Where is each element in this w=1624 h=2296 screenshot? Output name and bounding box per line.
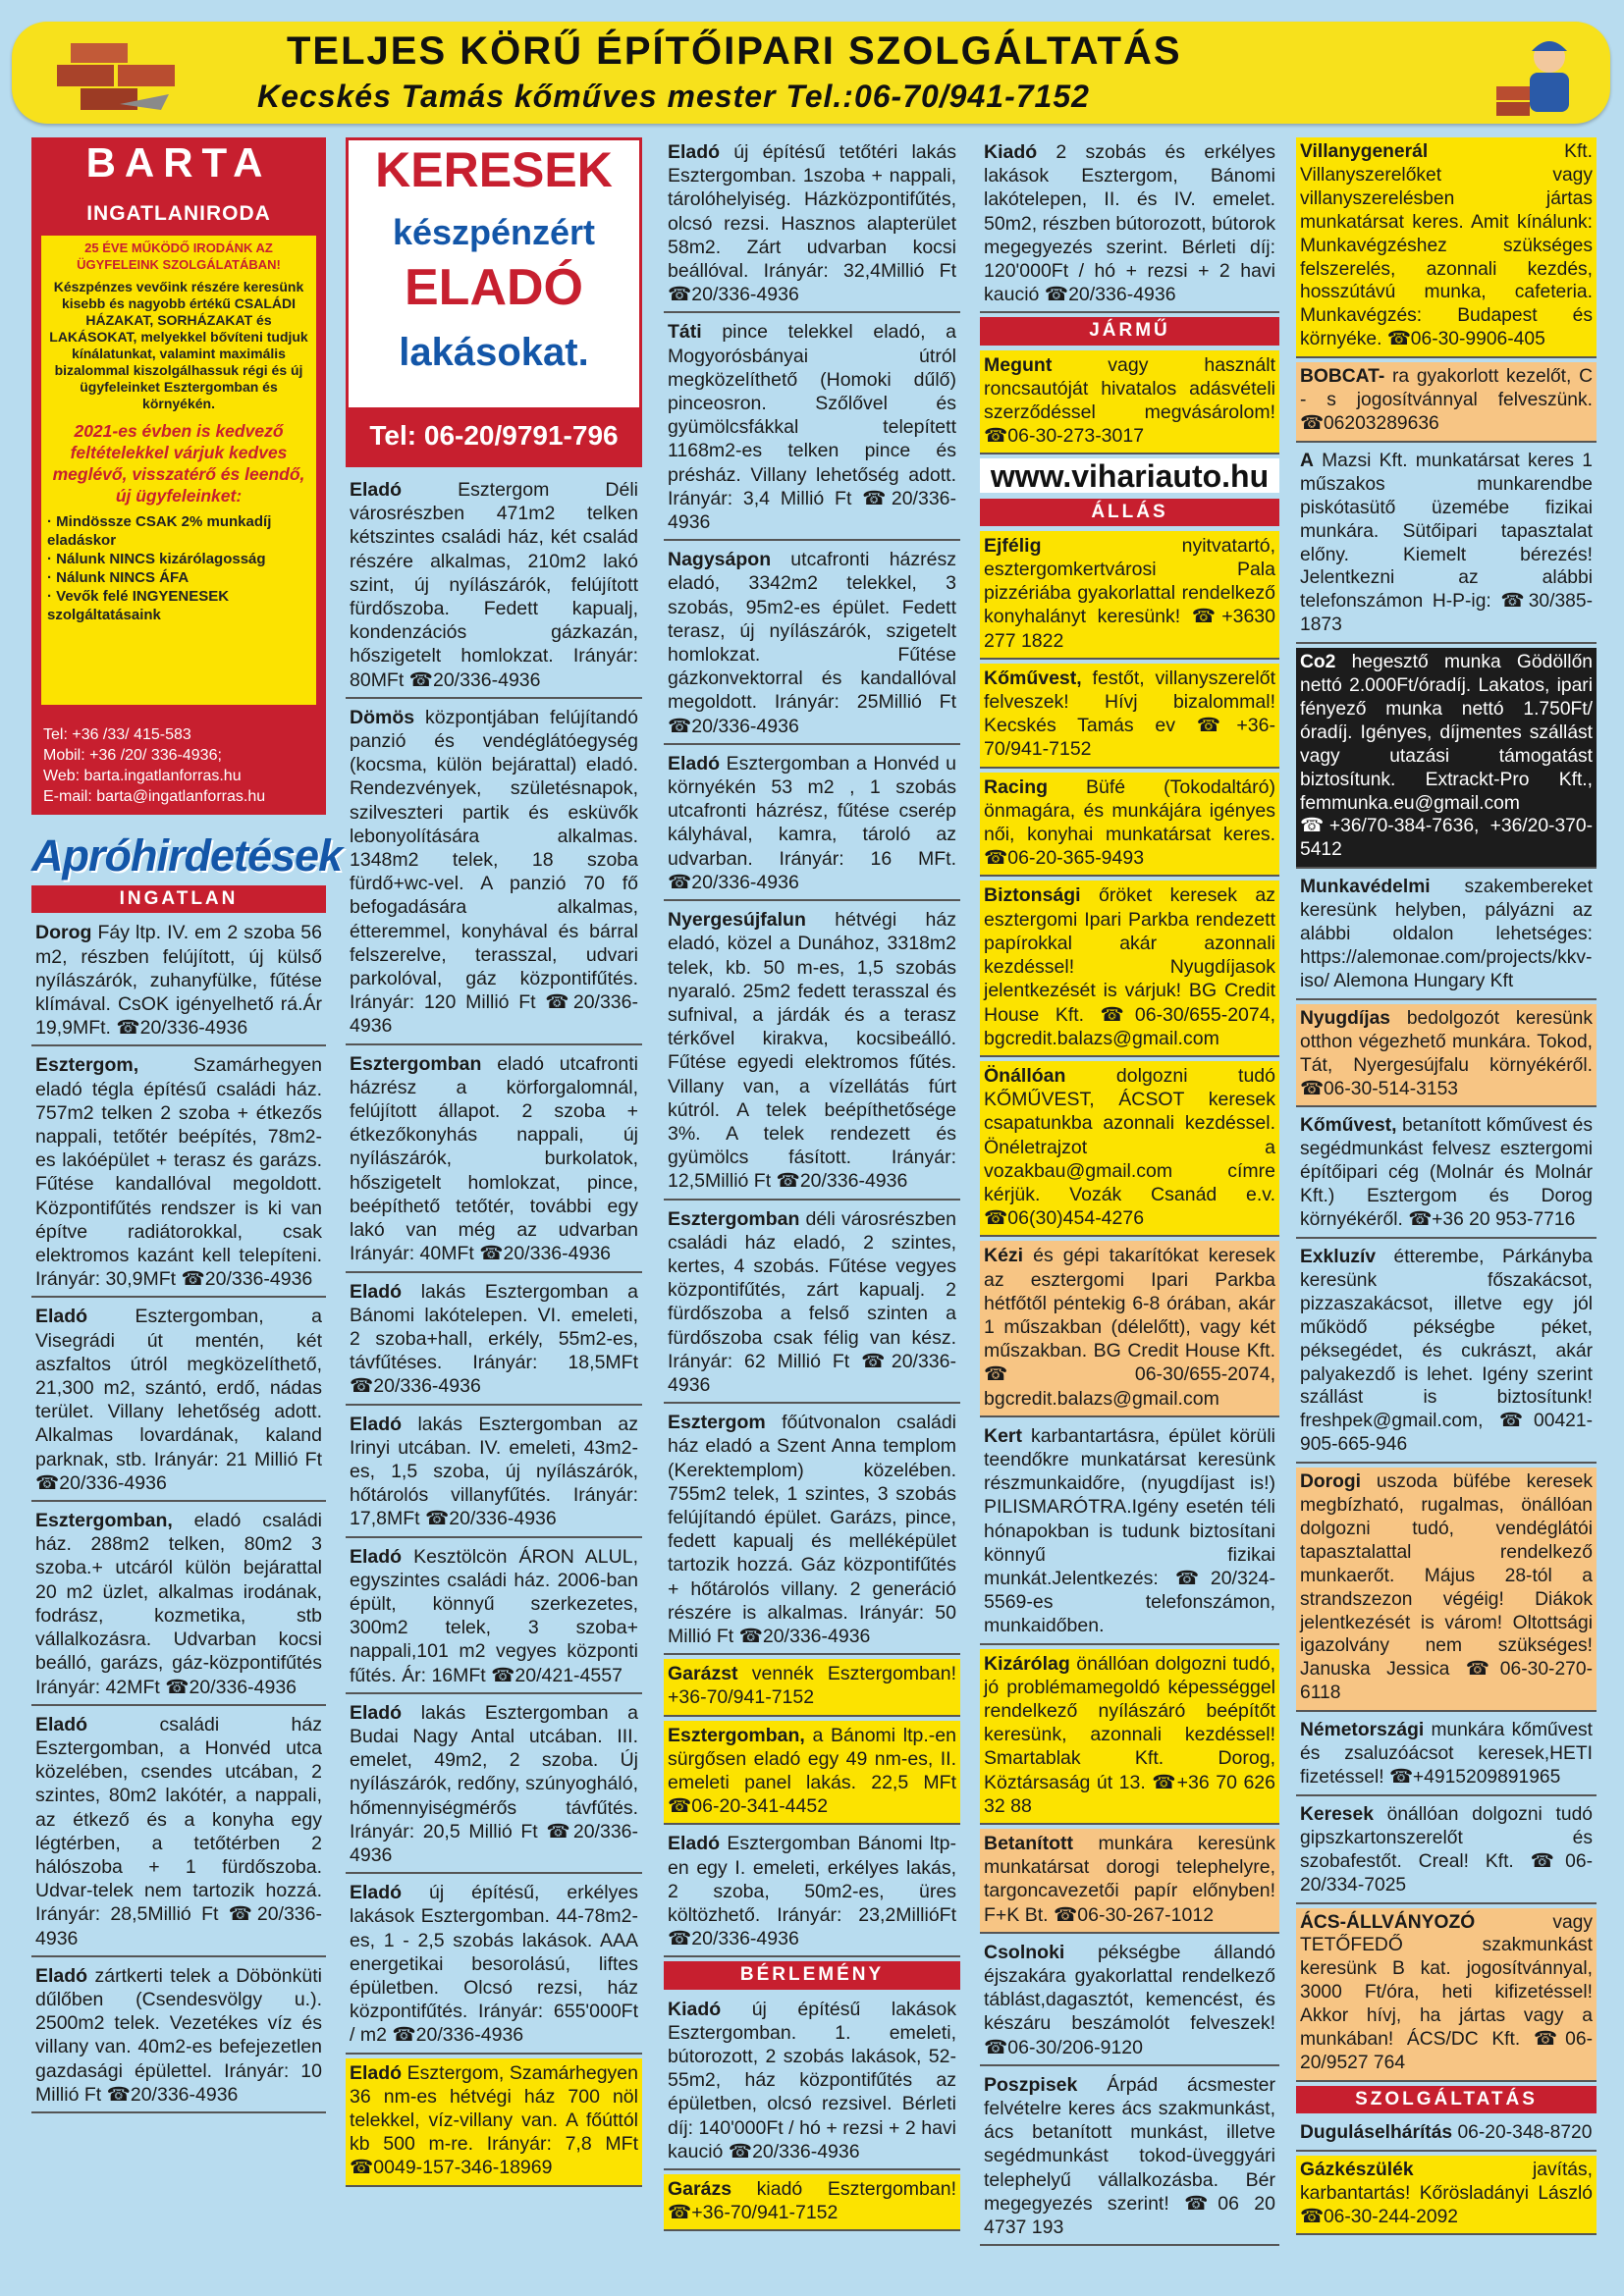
barta-logo: BARTA <box>85 139 272 186</box>
ad-keyword: Eladó <box>668 752 721 774</box>
ad-keyword: Dorog <box>35 922 92 944</box>
ad-text: étterembe, Párkányba keresünk főszakácsot, pizzaszakácsot, illetve egy jól működő pékségbe péket, péksegédet, és cukrászt, akár palyakezdő is lehet. Igény szerint szállást is biztosítunk! freshpek@gmail.com, ☎00421-905-665-946 <box>1300 1246 1593 1456</box>
ad-text: munkára kőművest és zsaluzóácsot keresek,HETI fizetéssel! ☎+4915209891965 <box>1300 1720 1593 1788</box>
ad-text: zártkerti telek a Döbönküti dűlőben (Csendesvölgy u.). 2500m2 telek. Vezetékes víz és villany van. 40m2-es befejezetlen gazdasági épülettel. Irányár: 10 Millió Ft ☎20/336-4936 <box>35 1964 322 2106</box>
barta-email[interactable]: E-mail: barta@ingatlanforras.hu <box>43 788 266 805</box>
ad-text: hétvégi ház eladó, közel a Dunához, 3318m2 telek, kb. 50 m-es, 1,5 szobás nyaraló. 25m2 fedett terasszal és sufnival, a járdák és a terasz térkővel kirakva, kocsibeálló. Fűtése egyedi elektromos fűtés. Villany van, a vízellátás fúrt kútról. A telek beépíthetősége 3%. A telek rendezett és gyümölcs fásított. Irányár: 12,5Millió Ft ☎20/336-4936 <box>668 909 956 1193</box>
ad-text: Mazsi Kft. munkatársat keres 1 műszakos munkarendbe piskótasütő üzemébe fizikai munkára. Sütőipari tapasztalat előny. Kiemelt bérezés! Jelentkezni az alábbi telefonszámon H-P-ig: ☎30/385-1873 <box>1300 450 1593 636</box>
ad-keyword: Esztergom <box>668 1412 766 1434</box>
ad-text: eladó utcafronti házrész a körforgalomnál, felújított állapot. 2 szoba + étkezőkonyhás nappali, új nyílászárók, burkolatok, hőszigetelt homlokzat, pince, beépíthető tetőtér, további egy lakó van még az udvarban Irányár: 40MFt ☎20/336-4936 <box>350 1052 638 1265</box>
barta-contact <box>43 724 265 807</box>
classified-ad <box>1296 1004 1597 1108</box>
ad-list <box>980 531 1279 2246</box>
ad-list <box>664 137 960 1957</box>
classified-ad <box>664 1204 960 1405</box>
classified-ad <box>980 773 1279 878</box>
ad-keyword: Esztergomban, <box>35 1510 173 1532</box>
classified-ad <box>346 1049 642 1273</box>
ad-keyword: Munkavédelmi <box>1300 877 1431 898</box>
barta-mid: 2021-es évben is kedvező feltételekkel várjuk kedves meglévő, visszatérő és leendő, új ügyfeleinket: <box>52 421 305 506</box>
classified-ad <box>346 1698 642 1874</box>
ad-keyword: Kőművest, <box>984 667 1082 689</box>
ad-text: Esztergom, Szamárhegyen 36 nm-es hétvégi ház 700 nöl telekkel, víz-villany van. A főúttól kb 500 m-re. Irányár: 7,8 MFt ☎0049-157-346-18969 <box>350 2061 638 2179</box>
ad-keyword: Eladó <box>350 1882 403 1904</box>
ad-text: önállóan dolgozni tudó, jó problémamegoldó képességgel rendelkező nyílászáró beépítőt keresünk, azonnali kezdéssel! Smartablak Kft. Dorog, Köztársaság út 13. ☎+36 70 626 32 88 <box>984 1652 1275 1817</box>
ad-keyword: Exkluzív <box>1300 1246 1377 1267</box>
ad-text: Kft. Villanyszerelőket vagy villanyszerelésben jártas munkatársat keres. Amit kínálunk: Munkavégzéshez szükséges felszerelés, azonnali kezdés, hosszútávú munka, cafeteria. Munkavégzés: Budapest és környéke. ☎06-30-9906-405 <box>1300 141 1593 350</box>
ad-text: új építésű, erkélyes lakások Esztergomban. 44-78m2-es, 1 - 2,5 szobás lakások. AAA energetikai besorolású, liftes épületben. Olcsó rezsi, ház központifűtés. Irányár: 655'000Ft / m2 ☎20/336-4936 <box>350 1882 638 2047</box>
ad-keyword: Önállóan <box>984 1064 1066 1087</box>
ad-text: festőt, villanyszerelőt felveszek! Hívj bizalommal! Kecskés Tamás ev ☎+36-70/941-7152 <box>984 667 1275 761</box>
keresek-ad <box>346 137 642 467</box>
ad-text: nyitvatartó, esztergomkertvárosi Pala pizzériába gyakorlattal rendelkező konyhalányt keresünk! ☎+3630 277 1822 <box>984 534 1275 652</box>
column-4 <box>980 137 1279 2250</box>
classified-ad <box>346 1410 642 1538</box>
ad-text: családi ház Esztergomban, a Honvéd utca közelében, csendes utcában, 2 szintes, 80m2 lakótér, a nappali, az étkező és a konyha egy légtérben, a tetőtérben 2 hálószoba + 1 fürdőszoba. Udvar-telek nem tartozik hozzá. Irányár: 28,5Millió Ft ☎20/336-4936 <box>35 1713 322 1949</box>
classified-ad <box>346 2058 642 2187</box>
classified-ad <box>31 1961 326 2113</box>
classified-ad <box>1296 1908 1597 2082</box>
ad-text: Esztergom Déli városrészben 471m2 telken kétszintes családi ház, két család részére alkalmas, 210m2 lakó szint, új nyílászárók, felújított fürdőszoba. Fedett kapualj, kondenzációs gázkazán, hőszigetelt homlokzat. Irányár: 80MFt ☎20/336-4936 <box>350 479 638 691</box>
ad-keyword: Nyergesújfalun <box>668 909 806 932</box>
ad-text: eladó családi ház. 288m2 telken, 80m2 3 szoba.+ utcáról külön bejárattal 20 m2 üzlet, alkalmas irodának, fodrász, kozmetika, stb vállalkozásra. Udvarban kocsi beálló, garázs, gáz-központifűtés Irányár: 42MFt ☎20/336-4936 <box>35 1510 322 1698</box>
ad-keyword: Kizárólag <box>984 1652 1070 1675</box>
ad-text: Szamárhegyen eladó tégla építésű családi ház. 757m2 telken 2 szoba + étkezős nappali, tetőtér beépítés, 78m2-es lakóépület + terasz és garázs. Fűtése kandallóval megoldott. Központifűtés rendszer is ki van építve radiátorokkal, csak elektromos kazánt kell telepíteni. Irányár: 30,9MFt ☎20/336-4936 <box>35 1054 322 1291</box>
ad-keyword: Megunt <box>984 353 1053 376</box>
classified-ad <box>1296 447 1597 644</box>
ad-text: főútvonalon családi ház eladó a Szent Anna templom (Kerektemplom) közelében. 755m2 telek, 1 szintes, 3 szobás felújítandó épület. Garázs, pince, fedett kapualj és melléképület tartozik hozzá. Gáz központifűtés + hőtárolós villany. 2 generáció részére is alkalmas. Irányár: 50 Millió Ft ☎20/336-4936 <box>668 1412 956 1647</box>
classifieds-title: Apróhirdetések <box>31 830 343 881</box>
keresek-line3: ELADÓ <box>405 259 583 316</box>
ad-keyword: Nyugdíjas <box>1300 1007 1390 1029</box>
section-berlemeny: BÉRLEMÉNY <box>664 1961 960 1989</box>
ad-keyword: Duguláselhárítás <box>1300 2121 1453 2143</box>
classified-ad <box>1296 648 1597 869</box>
ad-keyword: Németországi <box>1300 1720 1425 1741</box>
ad-text: kiadó Esztergomban! ☎+36-70/941-7152 <box>668 2178 956 2224</box>
ad-keyword: Eladó <box>350 1545 403 1568</box>
classified-ad <box>1296 137 1597 358</box>
section-szolgaltatas: SZOLGÁLTATÁS <box>1296 2086 1597 2113</box>
keresek-line1: KERESEK <box>375 142 613 197</box>
ad-text: Kesztölcön ÁRON ALUL, egyszintes családi ház. 2006-ban épült, könnyű szerkezetes, 300m2 telek, 3 szoba+ nappali,101 m2 vegyes központi fűtés. Ár: 16MFt ☎20/421-4557 <box>350 1545 638 1686</box>
barta-benefit: · Vevők felé INGYENESEK szolgáltatásaink <box>47 588 230 623</box>
ad-keyword: Eladó <box>350 1701 403 1724</box>
ad-keyword: Villanygenerál <box>1300 141 1429 162</box>
section-ingatlan: INGATLAN <box>31 885 326 913</box>
worker-icon <box>1489 27 1597 122</box>
ad-keyword: Nagysápon <box>668 549 772 571</box>
ad-text: betanított kőművest és segédmunkást felvesz esztergomi építőipari cég (Molnár és Molnár Kft.) Esztergom és Dorog környékéről. ☎+36 20 953-7716 <box>1300 1115 1593 1231</box>
barta-benefit: · Nálunk NINCS kizárólagosság <box>47 551 266 567</box>
ad-text: Esztergomban a Honvéd u környékén 53 m2 , 1 szobás utcafronti házrész, fűtése cserép kályhával, kamra, tároló az udvarban. Irányár: 16 MFt. ☎20/336-4936 <box>668 752 956 893</box>
classified-ad <box>1296 1243 1597 1464</box>
ad-keyword: Esztergomban, <box>668 1724 805 1746</box>
ad-keyword: Garázst <box>668 1663 738 1685</box>
classified-ad <box>346 1277 642 1406</box>
ad-list <box>31 918 326 2113</box>
classified-ad <box>664 1829 960 1957</box>
ad-keyword: Racing <box>984 775 1049 798</box>
classified-ad <box>664 137 960 313</box>
classified-ad <box>980 2070 1279 2246</box>
ad-text: őröket keresek az esztergomi Ipari Parkba rendezett papírokkal akár azonnali kezdéssel! Nyugdíjasok jelentkezését is várjuk! BG Credit House Kft. ☎06-30/655-2074, bgcredit.balazs@gmail.com <box>984 884 1275 1049</box>
classified-ad <box>346 703 642 1045</box>
ad-text: dolgozni tudó KŐMŰVEST, ÁCSOT keresek csapatunkba azonnali kezdéssel. Önéletrajzot a vozakbau@gmail.com címre kérjük. Vozák Csanád e.v. ☎06(30)454-4276 <box>984 1064 1275 1230</box>
ad-text: Árpád ácsmester felvételre keres ács szakmunkást, ács betanított munkást, illetve segédmunkást tokod-üveggyári telephelyű vállalkozásba. Bér megegyezés szerint! ☎06 20 4737 193 <box>984 2073 1275 2239</box>
barta-mobil: Mobil: +36 /20/ 336-4936; <box>43 747 222 764</box>
ad-text: ra gyakorlott kezelőt, C - s jogosítvánnyal felveszünk. ☎06203289636 <box>1300 366 1593 434</box>
classified-ad <box>346 475 642 699</box>
classified-ad <box>1296 1468 1597 1712</box>
column-1 <box>31 137 343 2117</box>
classified-ad <box>980 1241 1279 1416</box>
ad-text: hegesztő munka Gödöllőn nettó 2.000Ft/óradíj. Lakatos, ipari fényező munka nettó 1.750Ft/óradíj. Igényes, díjmentes szállást vagy utazási támogatást biztosítunk. Extrackt-Pro Kft., femmunka.eu@gmail.com ☎+36/70-384-7636, +36/20-370-5412 <box>1300 652 1593 861</box>
classified-ad <box>664 2174 960 2231</box>
classified-ad <box>31 1506 326 1706</box>
ad-text: lakás Esztergomban az Irinyi utcában. IV. emeleti, 43m2-es, 1,5 szoba, új nyílászárók, hőtárolós villanyfűtés. Irányár: 17,8MFt ☎20/336-4936 <box>350 1413 638 1530</box>
classified-ad <box>1296 1800 1597 1904</box>
vihari-auto-ad[interactable]: www.vihariauto.hu <box>980 458 1279 492</box>
ad-keyword: Garázs <box>668 2178 732 2201</box>
ad-list <box>1296 2118 1597 2236</box>
ad-keyword: ÁCS-ÁLLVÁNYOZÓ <box>1300 1911 1476 1933</box>
classified-ad <box>1296 1111 1597 1239</box>
ad-text: lakás Esztergomban a Bánomi lakótelepen. VI. emeleti, 2 szoba+hall, erkély, 55m2-es, távfűtéses. Irányár: 18,5MFt ☎20/336-4936 <box>350 1280 638 1398</box>
ad-keyword: Esztergom, <box>35 1054 139 1077</box>
classified-ad <box>31 1302 326 1502</box>
ad-text: javítás, karbantartás! Kőrösladányi László ☎06-30-244-2092 <box>1300 2159 1593 2227</box>
ad-text: önállóan dolgozni tudó gipszkartonszerelőt és szobafestőt. Creal! Kft. ☎06-20/334-7025 <box>1300 1803 1593 1896</box>
classified-ad <box>1296 2118 1597 2152</box>
classified-ad <box>980 1649 1279 1825</box>
ad-keyword: Eladó <box>350 2061 403 2084</box>
classified-ad <box>980 1061 1279 1237</box>
ad-keyword: Kőművest, <box>1300 1115 1397 1137</box>
barta-benefit: · Nálunk NINCS ÁFA <box>47 569 189 586</box>
ad-keyword: Betanított <box>984 1833 1073 1854</box>
ad-text: vennék Esztergomban! +36-70/941-7152 <box>668 1663 956 1709</box>
ad-list <box>980 137 1279 313</box>
ad-list <box>664 1995 960 2232</box>
barta-benefit: · Mindössze CSAK 2% munkadíj eladáskor <box>47 513 272 549</box>
barta-subtitle: INGATLANIRODA <box>86 202 271 225</box>
ad-text: és gépi takarítókat keresek az esztergomi Ipari Parkba hétfőtől péntekig 6-8 órában, akár 1 műszakban (délelőtt), vagy két műszakban. BG Credit House Kft. ☎06-30/655-2074, bgcredit.balazs@gmail.com <box>984 1245 1275 1410</box>
ad-keyword: Eladó <box>35 1306 88 1328</box>
ad-keyword: Gázkészülék <box>1300 2159 1414 2180</box>
bricks-trowel-icon <box>51 35 179 118</box>
barta-benefits <box>47 512 310 624</box>
classified-ad <box>980 350 1279 455</box>
ad-text: Esztergomban, a Visegrádi út mentén, két aszfaltos útról megközelíthető, 21,300 m2, szántó, erdő, nádas terület. Villany lehetőség adott. Alkalmas lovardának, kaland parknak, stb. Irányár: 21 Millió Ft ☎20/336-4936 <box>35 1306 322 1494</box>
ad-text: új építésű tetőtéri lakás Esztergomban. 1szoba + nappali, tárolóhelyiség. Házközpontifűtés, olcsó rezsi. Hasznos alapterület 58m2. Zárt udvarban kocsi beállóval. Irányár: 32,4Millió Ft ☎20/336-4936 <box>668 141 956 306</box>
ad-keyword: Eladó <box>668 1833 721 1855</box>
ad-text: vagy TETŐFEDŐ szakmunkást keresünk B kat. jogosítvánnyal, 3000 Ft/óra, heti kifizetéssel! Akkor hívj, ha jártas vagy a munkában! ÁCS/DC Kft. ☎06-20/9527 764 <box>1300 1911 1593 2073</box>
classified-ad <box>664 317 960 541</box>
classified-ad <box>31 918 326 1046</box>
ad-text: karbantartásra, épület körüli teendőkre munkatársat keresünk részmunkaidőre, (nyugdíjast is!) PILISMARÓTRA.Igény esetén téli hónapokban is tudunk biztosítani könnyű fizikai munkát.Jelentkezés: ☎20/324-5569-es telefonszámon, munkaidőben. <box>984 1424 1275 1637</box>
ad-keyword: Keresek <box>1300 1803 1374 1825</box>
classified-ad <box>980 664 1279 769</box>
classified-ad <box>980 1938 1279 2066</box>
column-3 <box>664 137 960 2235</box>
classified-ad <box>1296 2156 1597 2236</box>
ad-text: Fáy ltp. IV. em 2 szoba 56 m2, részben felújított, új külső nyílászárók, zuhanyfülke, fűtése klímával. CsOK igényelhető rá.Ár 19,9MFt. ☎20/336-4936 <box>35 922 322 1040</box>
barta-web[interactable]: Web: barta.ingatlanforras.hu <box>43 768 242 784</box>
ad-text: szakembereket keresünk helyben, pályázni az alábbi oldalon lehetséges: https://alemonae.com/projects/kkv-iso/ Alemona Hungary Kft <box>1300 877 1593 991</box>
classified-ad <box>664 905 960 1200</box>
column-2 <box>346 137 642 2191</box>
ad-keyword: Csolnoki <box>984 1941 1065 1963</box>
ad-list <box>346 475 642 2187</box>
ad-keyword: Esztergomban <box>350 1052 482 1075</box>
ad-keyword: Eladó <box>668 141 721 163</box>
ad-text: központjában felújítandó panzió és vendéglátóegység (kocsma, külön bejárattal) eladó. Rendezvények, születésnapok, szilveszteri partik és esküvők lebonyolítására alkalmas. 1348m2 telek, 18 szoba fürdő+wc-vel. A panzió 70 fő befogadására alkalmas, étteremmel, konyhával és bárral felszerelve, terasszal, udvari parkolóval, gáz központifűtés. Irányár: 120 Millió Ft ☎20/336-4936 <box>350 706 638 1038</box>
barta-ad <box>31 137 326 815</box>
ad-keyword: BOBCAT- <box>1300 366 1385 388</box>
classified-ad <box>346 1878 642 2054</box>
classified-ad <box>664 1408 960 1655</box>
classified-ad <box>1296 1716 1597 1796</box>
ad-keyword: Esztergomban <box>668 1207 800 1230</box>
ad-text: utcafronti házrész eladó, 3342m2 telekkel, 3 szobás, 95m2-es épület. Fedett terasz, új nyílászárók, szigetelt homlokzat. Fűtése gázkonvektorral és kandallóval megoldott. Irányár: 25Millió Ft ☎20/336-4936 <box>668 549 956 737</box>
section-jarmu: JÁRMŰ <box>980 317 1279 345</box>
ad-keyword: A <box>1300 450 1314 471</box>
ad-list <box>1296 137 1597 2082</box>
classified-ad <box>664 1659 960 1716</box>
ad-text: uszoda büfébe keresek megbízható, rugalmas, önállóan dolgozni tudó, vendéglátói tapasztalattal rendelkező munkaerőt. Május 28-tól a strandszezon végéig! Diákok jelentkezését is várom! Oltottsági igazolvány nem szükséges! Januska Jessica ☎06-30-270-6118 <box>1300 1471 1593 1704</box>
ad-keyword: Dorogi <box>1300 1471 1362 1493</box>
barta-offer-box <box>41 236 316 705</box>
ad-keyword: Táti <box>668 321 702 344</box>
classified-ad <box>980 881 1279 1056</box>
ad-text: Büfé (Tokodaltáró) önmagára, és munkájára igényes női, konyhai munkatársat keres. ☎06-20-365-9493 <box>984 775 1275 870</box>
classified-ad <box>346 1542 642 1694</box>
classified-ad <box>980 531 1279 660</box>
ad-text: munkára keresünk munkatársat dorogi telephelyre, targoncavezetői papír előnyben! F+K Bt. ☎06-30-267-1012 <box>984 1833 1275 1926</box>
ad-text: pince telekkel eladó, a Mogyorósbányai útról megközelíthető (Homoki dűlő) pinceosron. Szőlővel és gyümölcsfákkal telepített 1168m2-es telken pince és présház. Villany lehetőség adott. Irányár: 3,4 Millió Ft ☎20/336-4936 <box>668 321 956 534</box>
ad-text: a Bánomi ltp.-en sürgősen eladó egy 49 nm-es, II. emeleti panel lakás. 22,5 MFt ☎06-20-341-4452 <box>668 1724 956 1818</box>
barta-tel: Tel: +36 /33/ 415-583 <box>43 726 191 743</box>
ad-keyword: Eladó <box>350 1280 403 1303</box>
classified-ad <box>664 1995 960 2170</box>
ad-text: Esztergomban Bánomi ltp-en egy I. emeleti, erkélyes lakás, 2 szoba, 50m2-es, üres költözhető. Irányár: 23,2MillióFt ☎20/336-4936 <box>668 1833 956 1950</box>
ad-keyword: Biztonsági <box>984 884 1081 907</box>
ad-text: vagy használt roncsautóját hivatalos adásvételi szerződéssel megvásárolom! ☎06-30-273-3017 <box>984 353 1275 448</box>
classified-ad <box>980 1421 1279 1645</box>
ad-keyword: Kiadó <box>984 141 1038 163</box>
keresek-phone: Tel: 06-20/9791-796 <box>349 407 639 464</box>
classified-ad <box>1296 362 1597 443</box>
ad-keyword: Kert <box>984 1424 1023 1447</box>
classified-ad <box>664 1721 960 1826</box>
ad-text: új építésű lakások Esztergomban. 1. emeleti, bútorozott, 2 szobás lakások, 52-55m2, ház központifűtés az épületben, olcsó rezsivel. Bérleti díj: 140'000Ft / hó + rezsi + 2 havi kaució ☎20/336-4936 <box>668 1998 956 2163</box>
classified-ad <box>980 137 1279 313</box>
classified-ad <box>980 1829 1279 1934</box>
ad-keyword: Eladó <box>35 1964 88 1987</box>
ad-keyword: Eladó <box>35 1713 88 1735</box>
ad-text: pékségbe állandó éjszakára gyakorlattal rendelkező táblást,dagasztót, kemencést, és készáru beszámolót felveszek! ☎06-30/206-9120 <box>984 1941 1275 2058</box>
column-5 <box>1296 137 1597 2239</box>
ad-keyword: Co2 <box>1300 652 1336 673</box>
header-banner <box>12 22 1610 124</box>
ad-keyword: Eladó <box>350 479 403 501</box>
banner-title: TELJES KÖRŰ ÉPÍTŐIPARI SZOLGÁLTATÁS <box>287 29 1182 73</box>
classified-ad <box>1296 873 1597 1000</box>
banner-subtitle: Kecskés Tamás kőműves mester Tel.:06-70/941-7152 <box>257 79 1090 114</box>
ad-text: 2 szobás és erkélyes lakások Esztergom, Bánomi lakótelepen, II. és IV. emelet. 50m2, részben bútorozott, bútorok megegyezés szerint. Bérleti díj: 120'000Ft / hó + rezsi + 2 havi kaució ☎20/336-4936 <box>984 141 1276 306</box>
ad-keyword: Poszpisek <box>984 2073 1078 2096</box>
ad-text: bedolgozót keresünk otthon végezhető munkára. Tokod, Tát, Nyergesújfalu környékéről. ☎06-30-514-3153 <box>1300 1007 1593 1099</box>
ad-list <box>980 350 1279 455</box>
ad-text: 06-20-348-8720 <box>1452 2121 1593 2143</box>
ad-text: lakás Esztergomban a Budai Nagy Antal utcában. III. emelet, 49m2, 2 szoba. Új nyílászárók, redőny, szúnyogháló, hőmennyiségmérős távfűtés. Irányár: 20,5 Millió Ft ☎20/336-4936 <box>350 1701 638 1866</box>
classified-ad <box>664 545 960 745</box>
ad-keyword: Dömös <box>350 706 415 728</box>
classified-ad <box>31 1050 326 1298</box>
keresek-line2: készpénzért <box>392 212 596 252</box>
ad-keyword: Kiadó <box>668 1998 722 2020</box>
barta-body: Készpénzes vevőink részére keresünk kisebb és nagyobb értékű CSALÁDI HÁZAKAT, SORHÁZAKAT és LAKÁSOKAT, melyekkel bővíteni tudjuk kínálatunkat, valamint maximális bizalommal kiszolgálhassuk régi és új ügyfeleinket Esztergomban és környékén. <box>49 279 308 411</box>
ad-keyword: Eladó <box>350 1413 403 1435</box>
classified-ad <box>31 1710 326 1957</box>
section-allas: ÁLLÁS <box>980 499 1279 526</box>
barta-lead: 25 ÉVE MŰKÖDŐ IRODÁNK AZ ÜGYFELEINK SZOLGÁLATÁBAN! <box>77 240 281 272</box>
ad-keyword: Kézi <box>984 1245 1024 1267</box>
classified-ad <box>664 749 960 901</box>
ad-keyword: Ejfélig <box>984 534 1042 557</box>
keresek-line4: lakásokat. <box>399 331 589 374</box>
ad-text: déli városrészben családi ház eladó, 2 szintes, kertes, 4 szobás. Fűtése vegyes központifűtés, zárt kapualj. 2 fürdőszoba a felső szinten a fürdőszoba csak félig van kész. Irányár: 62 Millió Ft ☎20/336-4936 <box>668 1207 956 1396</box>
